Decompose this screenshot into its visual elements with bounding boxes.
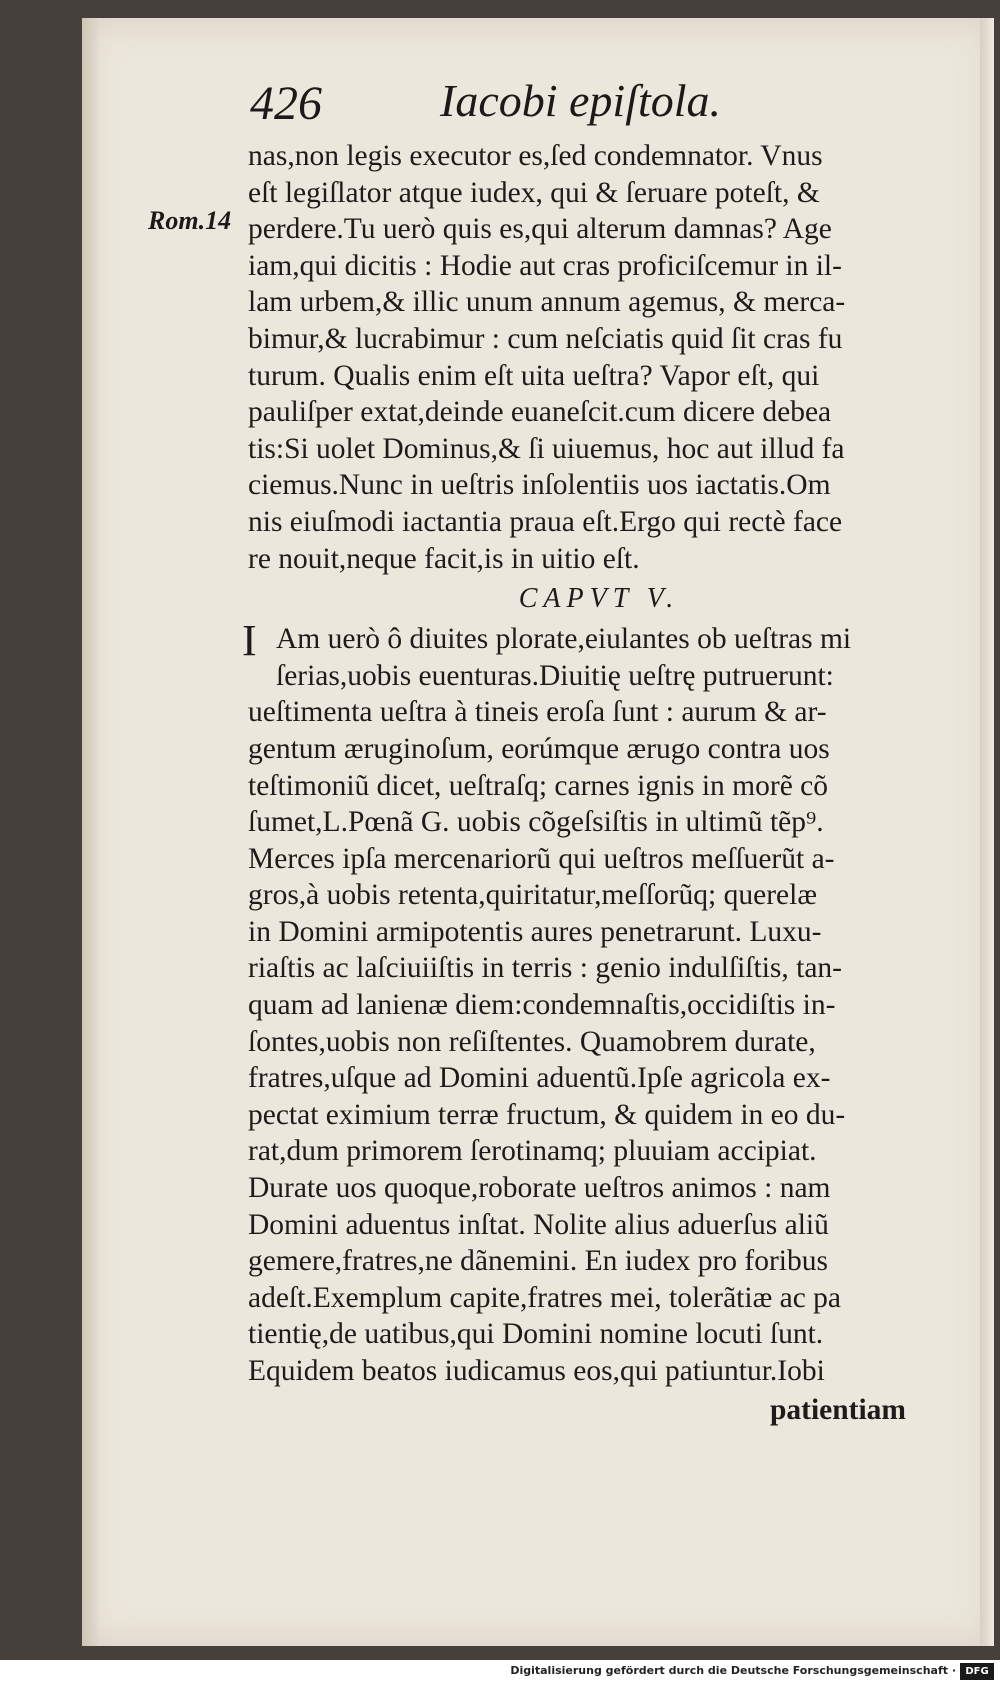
text-line: gros,à uobis retenta,quiritatur,meſſorũq; querelæ — [248, 879, 817, 912]
text-line: fratres,uſque ad Domini aduentũ.Ipſe agricola ex- — [248, 1062, 831, 1095]
dfg-logo-icon: DFG — [960, 1663, 994, 1680]
text-line: Durate uos quoque,roborate ueſtros animos : nam — [248, 1172, 831, 1205]
text-line: quam ad lanienæ diem:condemnaſtis,occidiſtis in- — [248, 989, 836, 1022]
margin-note: Rom.14 — [148, 206, 232, 235]
text-line-first — [242, 616, 910, 666]
main-text — [242, 138, 910, 1430]
text-line: iam,qui dicitis : Hodie aut cras proficiſcemur in il- — [248, 249, 842, 282]
text-line: Equidem beatos iudicamus eos,qui patiuntur.Iobi — [248, 1355, 825, 1387]
text-line: rat,dum primorem ſerotinamq; pluuiam accipiat. — [248, 1135, 817, 1168]
text-line: Merces ipſa mercenariorũ qui ueſtros meſſuerũt a- — [248, 842, 835, 875]
text-line: pectat eximium terræ fructum, & quidem in eo du- — [248, 1098, 846, 1131]
text-line: teſtimoniũ dicet, ueſtraſq; carnes ignis in morẽ cõ — [248, 769, 829, 802]
catchword: patientiam — [769, 1393, 906, 1426]
text-line: ciemus.Nunc in ueſtris inſolentiis uos iactatis.Om — [248, 469, 831, 502]
text-line: ſontes,uobis non reſiſtentes. Quamobrem durate, — [248, 1025, 816, 1058]
text-line: riaſtis ac laſciuiiſtis in terris : genio indulſiſtis, tan- — [248, 952, 842, 985]
text-line: gentum æruginoſum, eorúmque ærugo contra uos — [248, 732, 830, 765]
text-line: re nouit,neque facit,is in uitio eſt. — [248, 542, 640, 575]
text-line: perdere.Tu uerò quis es,qui alterum damnas? Age — [248, 213, 832, 246]
text-line: pauliſper extat,deinde euaneſcit.cum dicere debea — [248, 396, 832, 429]
text-line: bimur,& lucrabimur : cum neſciatis quid ſit cras fu — [248, 322, 843, 355]
footer-bar — [0, 1660, 1000, 1684]
text-line: turum. Qualis enim eſt uita ueſtra? Vapor eſt, qui — [248, 359, 820, 392]
text-line: adeſt.Exemplum capite,fratres mei, tolerãtiæ ac pa — [248, 1281, 842, 1314]
text-line: nis eiuſmodi iactantia praua eſt.Ergo qui rectè face — [248, 505, 843, 538]
text-line: ſerias,uobis euenturas.Diuitię ueſtrę putruerunt: — [276, 659, 834, 692]
funding-credit: Digitalisierung gefördert durch die Deutsche Forschungsgemeinschaft · — [510, 1664, 956, 1677]
page-header — [250, 70, 810, 140]
text-line: tientię,de uatibus,qui Domini nomine locuti ſunt. — [248, 1318, 824, 1351]
text-line: eſt legiſlator atque iudex, qui & ſeruare poteſt, & — [248, 176, 820, 209]
running-title: Iacobi epiſtola. — [440, 75, 722, 126]
text-line: nas,non legis executor es,ſed condemnator. Vnus — [248, 140, 823, 172]
text-line: ueſtimenta ueſtra à tineis eroſa ſunt : aurum & ar- — [248, 696, 827, 729]
text-line: in Domini armipotentis aures penetrarunt. Luxu- — [248, 915, 822, 948]
chapter-heading: CAPVT V. — [518, 583, 680, 615]
page-edge — [980, 18, 994, 1646]
page-gutter-shadow — [82, 18, 100, 1646]
text-line: ſumet,L.Pœnã G. uobis cõgeſsiſtis in ultimũ tẽp⁹. — [248, 806, 824, 839]
drop-cap: I — [242, 616, 257, 666]
text-line: Am uerò ô diuites plorate,eiulantes ob ueſtras mi — [276, 623, 852, 656]
text-line: Domini aduentus inſtat. Nolite alius aduerſus aliũ — [248, 1208, 829, 1241]
text-line: tis:Si uolet Dominus,& ſi uiuemus, hoc aut illud fa — [248, 432, 845, 465]
text-line: gemere,fratres,ne dãnemini. En iudex pro foribus — [248, 1245, 828, 1278]
text-line: lam urbem,& illic unum annum agemus, & merca- — [248, 286, 846, 319]
page-number: 426 — [250, 77, 322, 130]
